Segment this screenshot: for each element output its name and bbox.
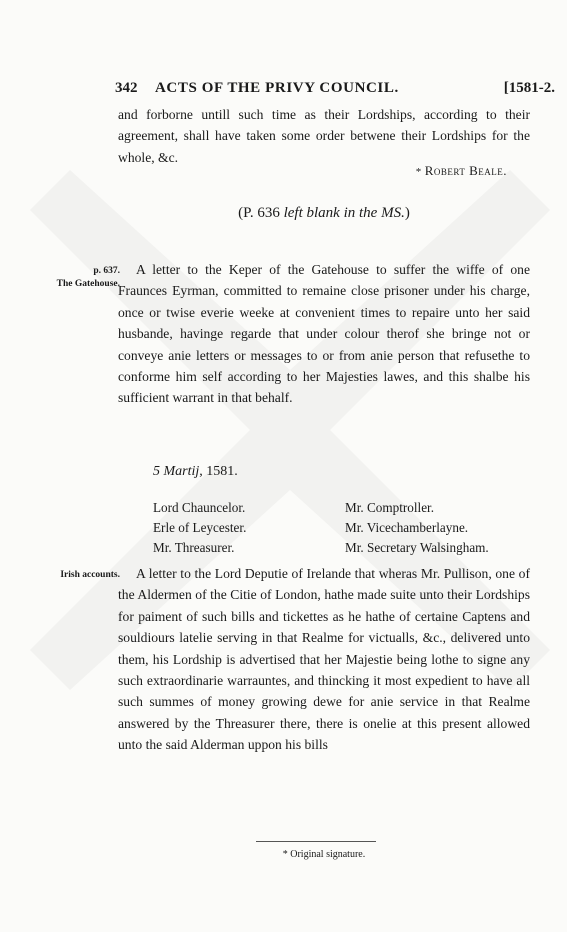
attendee: Erle of Leycester. xyxy=(153,519,247,535)
attendee: Mr. Vicechamberlayne. xyxy=(345,519,469,535)
paragraph-gatehouse-letter: A letter to the Keper of the Gatehouse to suffer the wiffe of one Fraunces Eyrman, committed to remaine close prisoner under his charge, once or twise everie weeke at convenient times to repaire unto her said husbande, havinge regarde that under colour therof she bringe not or conveye anie letters or messages to or from anie person that refusethe to conforme him self according to her Majesties lawes, and this shalbe his sufficient warrant in that behalf. xyxy=(118,262,530,406)
page-number: 342 xyxy=(115,80,138,96)
meeting-date xyxy=(153,464,238,480)
date-year: , 1581. xyxy=(199,464,238,479)
attendee: Mr. Threasurer. xyxy=(153,539,235,555)
paragraph-continuation: and forborne untill such time as their Lordships, according to their agreement, shall have taken some order betwene their Lordships for the whole, &c. xyxy=(118,107,530,165)
header-year: [1581-2. xyxy=(503,80,555,96)
blank-note-italic: left blank in the MS. xyxy=(283,205,405,221)
footnote-divider xyxy=(256,841,376,842)
date-month: Martij xyxy=(163,464,200,479)
attendance-list-right xyxy=(345,498,489,557)
blank-page-note xyxy=(118,205,530,222)
attendee: Lord Chauncelor. xyxy=(153,500,246,515)
margin-note-irish-accounts xyxy=(20,569,120,582)
running-title: ACTS OF THE PRIVY COUNCIL. xyxy=(155,80,399,96)
footnote xyxy=(118,849,530,860)
date-day: 5 xyxy=(153,464,160,479)
margin-page-ref: p. 637. xyxy=(93,266,120,276)
margin-note-gatehouse xyxy=(20,265,120,291)
signature-name: Robert Beale. xyxy=(424,163,507,178)
attendee: Mr. Secretary Walsingham. xyxy=(345,539,489,555)
attendee: Mr. Comptroller. xyxy=(345,500,435,515)
running-header xyxy=(115,80,555,102)
footnote-text: Original signature. xyxy=(290,849,366,860)
margin-topic: The Gatehouse. xyxy=(56,279,120,289)
margin-topic: Irish accounts. xyxy=(60,570,120,580)
footnote-marker: * xyxy=(282,849,288,860)
attendance-list-left xyxy=(153,498,246,557)
blank-note-suffix: ) xyxy=(404,205,410,221)
paragraph-irish-accounts-letter: A letter to the Lord Deputie of Irelande that wheras Mr. Pullison, one of the Aldermen of the Citie of London, hathe made suite unto their Lordships for paiment of such bills and tickettes as he hathe of certaine Captens and souldiours latelie serving in that Realme for victualls, &c., delivered unto them, his Lordship is advertised that her Majestie being lothe to signe any such extraordinarie warrauntes, and thincking it most expedient to have all such summes of money growing dewe for anie service in that Realme answered by the Threasurer there, there is onelie at this present allowed unto the said Alderman uppon his bills xyxy=(118,566,530,753)
footnote-marker: * xyxy=(415,166,422,178)
blank-note-prefix: (P. 636 xyxy=(238,205,284,221)
signature-robert-beale xyxy=(416,163,507,179)
